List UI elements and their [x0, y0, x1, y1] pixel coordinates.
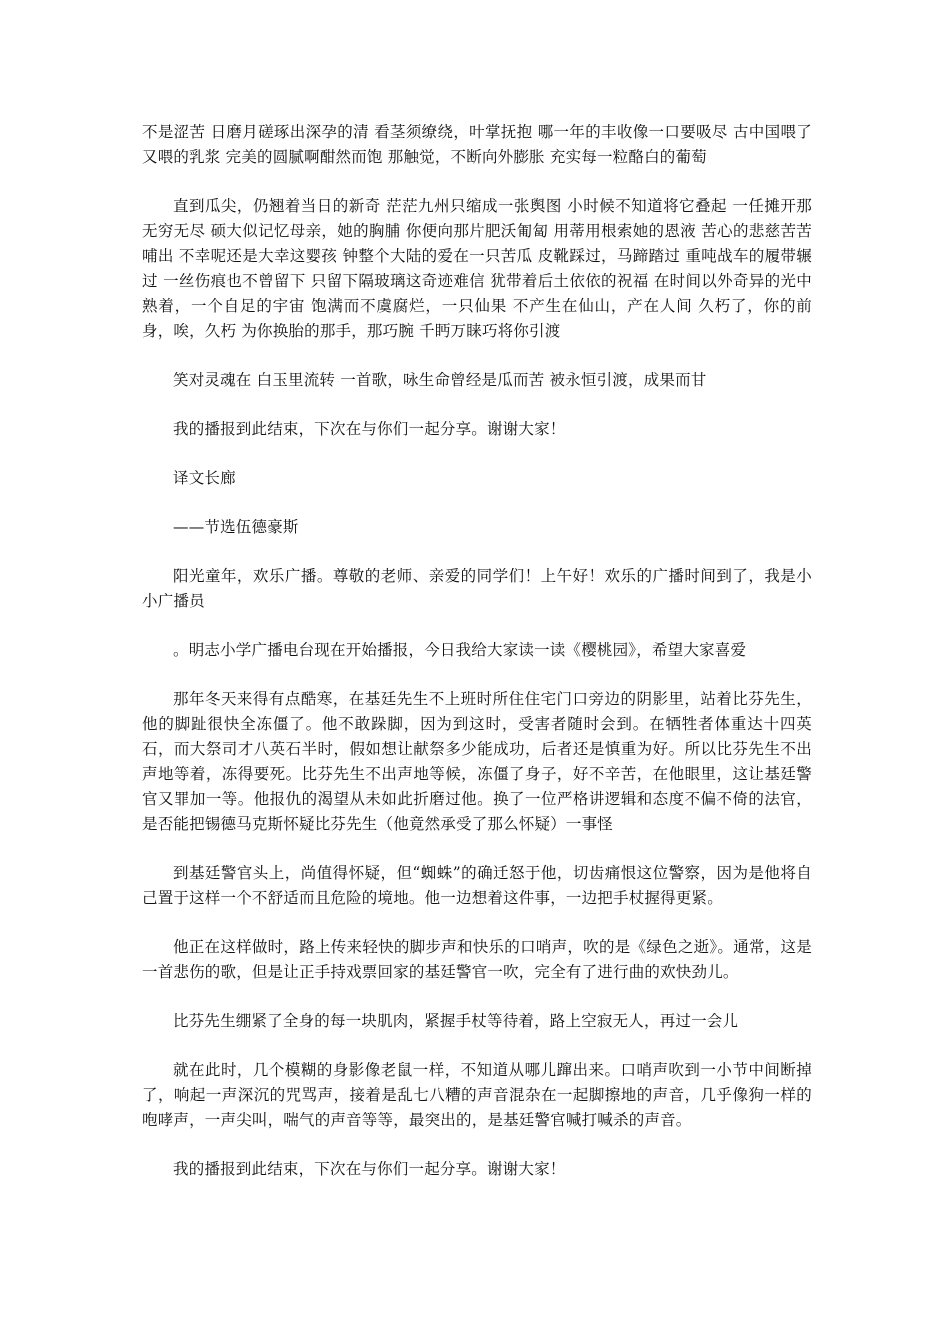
section-subtitle: ——节选伍德豪斯 [173, 518, 299, 536]
paragraph: 。明志小学广播电台现在开始播报，今日我给大家读一读《樱桃园》，希望大家喜爱 [173, 641, 747, 659]
paragraph: 到基廷警官头上，尚值得怀疑，但“蜘蛛”的确迁怒于他，切齿痛恨这位警察，因为是他将自己置于这样一个不舒适而且危险的境地。他一边想着这件事，一边把手杖握得更紧。 [142, 864, 812, 907]
paragraph: 笑对灵魂在 白玉里流转 一首歌，咏生命曾经是瓜而苦 被永恒引渡，成果而甘 [173, 371, 707, 389]
paragraph: 他正在这样做时，路上传来轻快的脚步声和快乐的口哨声，吹的是《绿色之逝》。通常，这是一首悲伤的歌，但是让正手持戏票回家的基廷警官一吹，完全有了进行曲的欢快劲儿。 [142, 938, 812, 981]
paragraph: 不是涩苦 日磨月磋琢出深孕的清 看茎须缭绕，叶掌抚抱 哪一年的丰收像一口要吸尽 古中国喂了又喂的乳浆 完美的圆腻啊酣然而饱 那触觉，不断向外膨胀 充实每一粒酪白的葡萄 [142, 123, 812, 166]
document-page [142, 120, 812, 1206]
paragraph: 阳光童年，欢乐广播。尊敬的老师、亲爱的同学们！上午好！欢乐的广播时间到了，我是小小广播员 [142, 567, 812, 610]
paragraph: 比芬先生绷紧了全身的每一块肌肉，紧握手杖等待着，路上空寂无人，再过一会儿 [173, 1012, 739, 1030]
paragraph: 那年冬天来得有点酷寒，在基廷先生不上班时所住住宅门口旁边的阴影里，站着比芬先生，他的脚趾很快全冻僵了。他不敢跺脚，因为到这时，受害者随时会到。在牺牲者体重达十四英石，而大祭司才八英石半时，假如想让献祭多少能成功，后者还是慎重为好。所以比芬先生不出声地等着，冻得要死。比芬先生不出声地等候，冻僵了身子，好不辛苦，在他眼里，这让基廷警官又罪加一等。他报仇的渴望从未如此折磨过他。换了一位严格讲逻辑和态度不偏不倚的法官，是否能把锡德马克斯怀疑比芬先生（他竟然承受了那么怀疑）一事怪 [142, 690, 812, 833]
paragraph: 就在此时，几个模糊的身影像老鼠一样，不知道从哪儿蹿出来。口哨声吹到一小节中间断掉了，响起一声深沉的咒骂声，接着是乱七八糟的声音混杂在一起脚擦地的声音，几乎像狗一样的咆哮声，一声尖叫，喘气的声音等等，最突出的，是基廷警官喊打喊杀的声音。 [142, 1061, 812, 1129]
paragraph: 直到瓜尖，仍翘着当日的新奇 茫茫九州只缩成一张舆图 小时候不知道将它叠起 一任摊开那无穷无尽 硕大似记忆母亲，她的胸脯 你便向那片肥沃匍匐 用蒂用根索她的恩液 苦心的悲慈苦苦哺出 不幸呢还是大幸这婴孩 钟整个大陆的爱在一只苦瓜 皮靴踩过，马蹄踏过 重吨战车的履带辗过 一丝伤痕也不曾留下 只留下隔玻璃这奇迹难信 犹带着后土依依的祝福 在时间以外奇异的光中 熟着，一个自足的宇宙 饱满而不虞腐烂，一只仙果 不产生在仙山，产在人间 久朽了，你的前身，唉，久朽 为你换胎的那手，那巧腕 千眄万睐巧将你引渡 [142, 197, 812, 340]
paragraph: 我的播报到此结束，下次在与你们一起分享。谢谢大家！ [173, 1160, 566, 1178]
paragraph: 我的播报到此结束，下次在与你们一起分享。谢谢大家！ [173, 420, 566, 438]
section-title: 译文长廊 [173, 469, 236, 487]
